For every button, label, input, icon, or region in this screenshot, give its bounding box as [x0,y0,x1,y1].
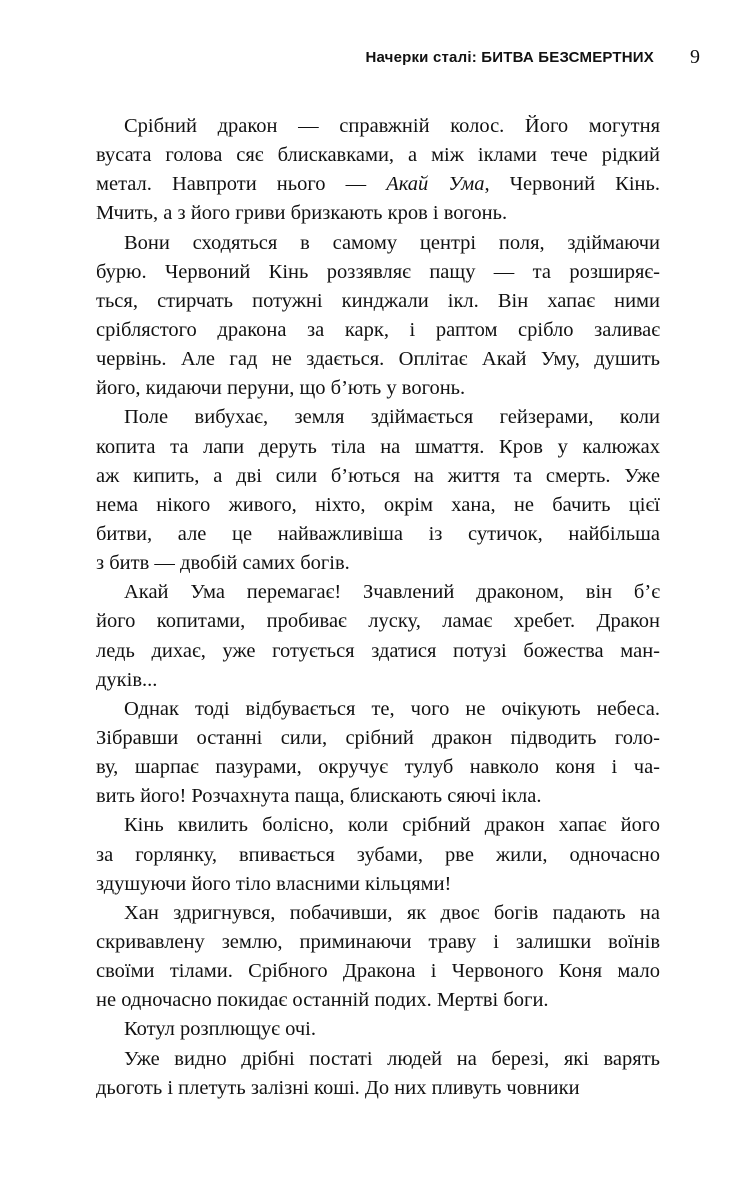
paragraph [96,229,660,404]
text-segment: , Червоний Кінь. [484,173,660,196]
text-line: Срібний дракон — справжній колос. Його могутня [124,115,660,137]
paragraph [96,695,660,812]
text-line: дьоготь і плетуть залізні коші. До них пливуть човники [96,1076,580,1099]
running-title: Начерки сталі: БИТВА БЕЗСМЕРТНИХ [365,49,654,66]
text-line: бурю. Червоний Кінь роззявляє пащу — та розширяє- [96,260,660,283]
text-line: вусата голова сяє блискавками, а між іклами тече рідкий [96,144,660,167]
text-line: скривавлену землю, приминаючи траву і залишки воїнів [96,930,660,953]
text-line: з битв — двобій самих богів. [96,552,350,575]
text-line: Однак тоді відбувається те, чого не очікують небеса. [124,697,660,720]
text-segment: метал. Навпроти нього — [96,173,387,196]
paragraph [96,1045,660,1103]
text-line: ледь дихає, уже готується здатися потузі божества ман- [96,639,660,662]
text-line: за горлянку, впивається зубами, рве жили, одночасно [96,843,660,866]
running-head [96,48,706,70]
text-line: ться, стирчать потужні кинджали ікл. Він хапає ними [96,289,660,312]
text-line: копита та лапи деруть тіла на шмаття. Кров у калюжах [96,435,660,458]
text-line: Котул розплющує очі. [124,1018,316,1041]
text-line: не одночасно покидає останній подих. Мертві боги. [96,989,549,1012]
text-line [96,170,660,199]
paragraph [96,403,660,578]
text-body [96,112,660,1103]
text-line: Кінь квилить болісно, коли срібний дракон хапає його [124,814,660,837]
text-line: своїми тілами. Срібного Дракона і Червоного Коня мало [96,960,660,983]
text-line: Вони сходяться в самому центрі поля, здіймаючи [124,231,660,254]
paragraph [96,899,660,1016]
page-number: 9 [690,46,700,68]
text-line: дуків... [96,668,158,691]
text-line: Поле вибухає, земля здіймається гейзерами, коли [124,406,660,429]
text-line: Хан здригнувся, побачивши, як двоє богів падають на [124,901,660,924]
text-line: здушуючи його тіло власними кільцями! [96,872,452,895]
text-line: вить його! Розчахнута паща, блискають сяючі ікла. [96,785,542,808]
paragraph [96,112,660,229]
text-line: нема нікого живого, ніхто, окрім хана, не бачить цієї [96,493,660,516]
text-line: Зібравши останні сили, срібний дракон підводить голо- [96,726,660,749]
paragraph [96,811,660,898]
text-line: Мчить, а з його гриви бризкають кров і вогонь. [96,202,508,225]
text-line: червінь. Але гад не здається. Оплітає Акай Уму, душить [96,348,660,371]
text-line: його копитами, пробиває луску, ламає хребет. Дракон [96,610,660,633]
text-line: його, кидаючи перуни, що б’ють у вогонь. [96,377,466,400]
text-line: Акай Ума перемагає! Зчавлений драконом, він б’є [124,581,660,604]
text-line: аж кипить, а дві сили б’ються на життя та смерть. Уже [96,464,660,487]
text-line: сріблястого дракона за карк, і раптом срібло заливає [96,318,660,341]
paragraph [96,578,660,695]
text-line: ву, шарпає пазурами, окручує тулуб навколо коня і ча- [96,756,660,779]
text-line: Уже видно дрібні постаті людей на березі, які варять [124,1047,660,1070]
paragraph [96,1015,660,1044]
italic-name: Акай Ума [386,173,485,196]
text-line: битви, але це найважливіша із сутичок, найбільша [96,522,660,545]
